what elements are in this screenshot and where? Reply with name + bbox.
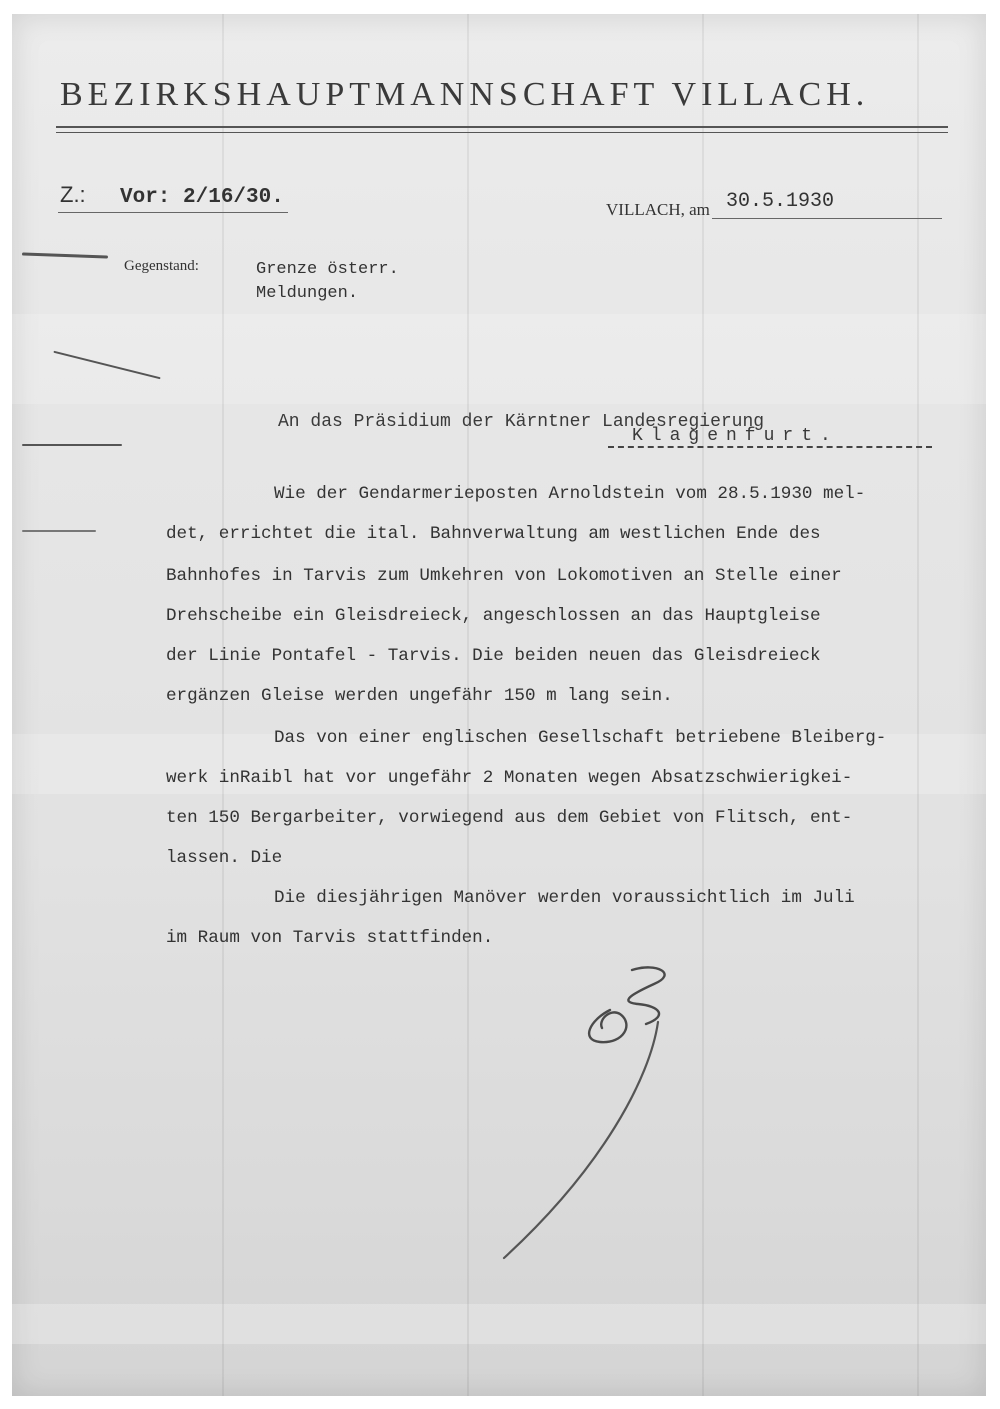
addressee-city: Klagenfurt. xyxy=(632,426,839,446)
reference-label: Z.: xyxy=(60,182,86,207)
body-line: Die diesjährigen Manöver werden voraussichtlich im Juli xyxy=(274,888,855,908)
subject-line: Grenze österr. xyxy=(256,260,399,279)
handwritten-signature xyxy=(482,958,722,1288)
body-line: Drehscheibe ein Gleisdreieck, angeschlossen an das Hauptgleise xyxy=(166,606,821,626)
city-underline xyxy=(608,446,932,448)
reference-number: Vor: 2/16/30. xyxy=(120,186,284,209)
body-line: Das von einer englischen Gesellschaft betriebene Bleiberg- xyxy=(274,728,887,748)
body-line: Bahnhofes in Tarvis zum Umkehren von Lokomotiven an Stelle einer xyxy=(166,566,842,586)
margin-mark xyxy=(22,253,108,259)
body-line: Wie der Gendarmerieposten Arnoldstein vom 28.5.1930 mel- xyxy=(274,484,866,504)
body-line: ten 150 Bergarbeiter, vorwiegend aus dem Gebiet von Flitsch, ent- xyxy=(166,808,853,828)
margin-mark xyxy=(22,444,122,446)
letterhead-rule-thin xyxy=(56,132,948,133)
body-line: werk inRaibl hat vor ungefähr 2 Monaten wegen Absatzschwierigkei- xyxy=(166,768,853,788)
place-label: VILLACH, am xyxy=(606,200,710,219)
letterhead-rule xyxy=(56,126,948,128)
body-line: der Linie Pontafel - Tarvis. Die beiden neuen das Gleisdreieck xyxy=(166,646,821,666)
margin-mark xyxy=(22,530,96,532)
body-line: lassen. Die xyxy=(166,848,283,868)
addressee: An das Präsidium der Kärntner Landesregierung xyxy=(278,412,765,432)
letter-date: 30.5.1930 xyxy=(726,190,835,213)
body-line: det, errichtet die ital. Bahnverwaltung am westlichen Ende des xyxy=(166,524,821,544)
date-underline xyxy=(712,218,942,219)
body-line: ergänzen Gleise werden ungefähr 150 m lang sein. xyxy=(166,686,673,706)
subject-label: Gegenstand: xyxy=(124,258,199,274)
subject-line: Meldungen. xyxy=(256,284,359,303)
letter-page xyxy=(12,14,986,1396)
letterhead: BEZIRKSHAUPTMANNSCHAFT VILLACH. xyxy=(60,76,870,113)
body-line: im Raum von Tarvis stattfinden. xyxy=(166,928,494,948)
reference-underline xyxy=(58,212,288,213)
